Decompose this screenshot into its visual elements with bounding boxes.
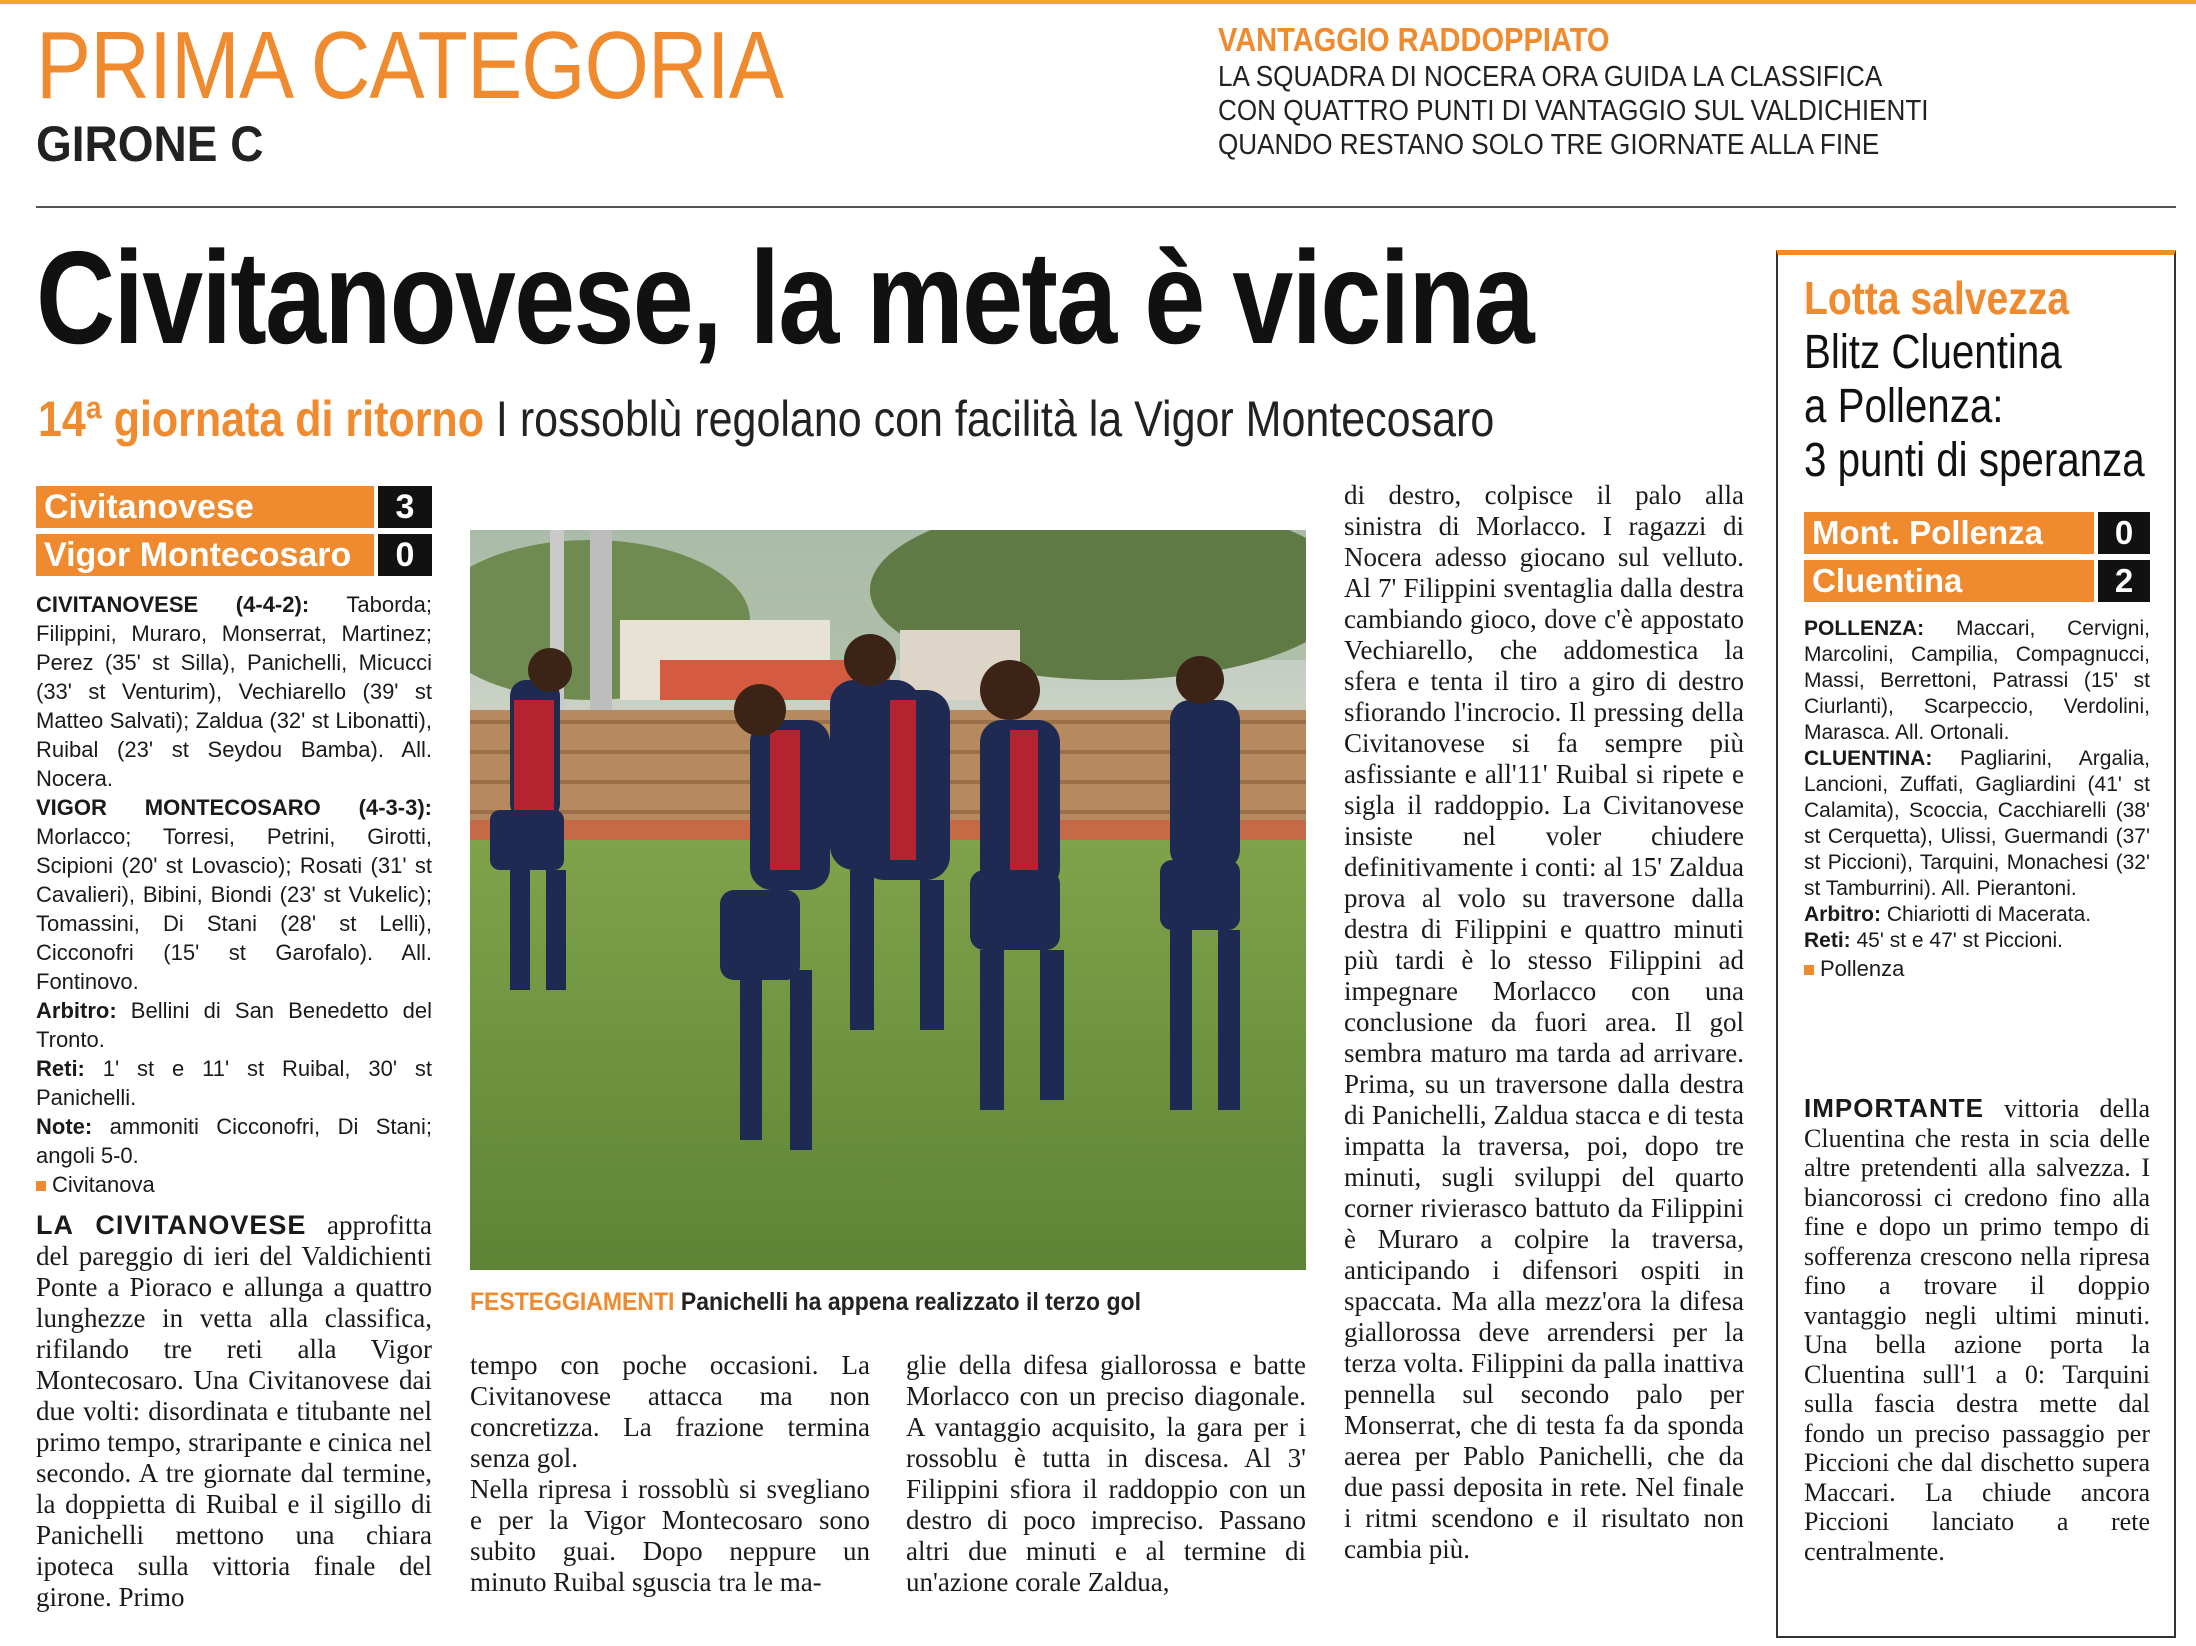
article-column-3: glie della difesa giallorossa e batte Morlacco con un preciso diagonale. A vantaggio acquisito, la gara per i rossoblu è tutta in discesa. Al 3' Filippini sfiora il raddoppio con un destro di poco impreciso. Passano altri due minuti e al termine di un'azione corale Zaldua,	[906, 1350, 1306, 1597]
lineup-label: VIGOR MONTECOSARO (4-3-3):	[36, 795, 432, 820]
team-name: Mont. Pollenza	[1804, 512, 2094, 554]
paragraph: Nella ripresa i rossoblù si svegliano e per la Vigor Montecosaro sono subito guai. Dopo neppure un minuto Ruibal sguscia tra le ma-	[470, 1474, 870, 1597]
match-details	[36, 590, 432, 1200]
subhead-text: I rossoblù regolano con facilità la Vigor Montecosaro	[495, 391, 1495, 447]
dateline-text: Civitanova	[52, 1172, 155, 1197]
lineup-away	[1804, 746, 2150, 902]
lineup-label: Reti:	[36, 1056, 85, 1081]
sidebar-kicker: Lotta salvezza	[1804, 272, 2070, 324]
lineup-label: Reti:	[1804, 929, 1851, 952]
article-column-1	[36, 1210, 432, 1613]
referee	[1804, 902, 2150, 928]
goals	[1804, 928, 2150, 954]
sidebar-title	[1804, 326, 2145, 488]
summary-line: QUANDO RESTANO SOLO TRE GIORNATE ALLA FINE	[1218, 129, 1880, 161]
section-subtitle: GIRONE C	[36, 116, 264, 172]
headline: Civitanovese, la meta è vicina	[36, 224, 1533, 371]
lineup-text: ammoniti Cicconofri, Di Stani; angoli 5-0.	[36, 1114, 432, 1168]
lineup-label: Note:	[36, 1114, 93, 1139]
lineup-text: Morlacco; Torresi, Petrini, Girotti, Scipioni (20' st Lovascio); Rosati (31' st Cavalieri), Bibini, Biondi (23' st Vukelic); Tomassini, Di Stani (28' st Lelli), Cicconofri (15' st Garofalo). All. Fontinovo.	[36, 824, 432, 994]
lineup-text: 1' st e 11' st Ruibal, 30' st Panichelli.	[36, 1056, 432, 1110]
team-name: Cluentina	[1804, 560, 2094, 602]
goals	[36, 1054, 432, 1112]
lineup-text: Maccari, Cervigni, Marcolini, Campilia, Compagnucci, Massi, Berrettoni, Patrassi (15' st Ciurlanti), Scarpeccio, Verdolini, Marasca. All. Ortonali.	[1804, 617, 2150, 744]
lead-in: LA CIVITANOVESE	[36, 1210, 307, 1240]
team-score: 2	[2098, 560, 2150, 602]
lineup-label: CIVITANOVESE (4-4-2):	[36, 592, 310, 617]
subheadline	[38, 390, 1494, 448]
lineup-label: CLUENTINA:	[1804, 747, 1933, 770]
lineup-text: Taborda; Filippini, Muraro, Monserrat, Martinez; Perez (35' st Silla), Panichelli, Micucci (33' st Venturim), Vechiarello (39' st Matteo Salvati); Zaldua (32' st Libonatti), Ruibal (23' st Seydou Bamba). All. Nocera.	[36, 592, 432, 791]
referee	[36, 996, 432, 1054]
players-celebrating-photo	[470, 530, 1306, 1270]
lineup-text: Pagliarini, Argalia, Lancioni, Zuffati, Gagliardini (41' st Calamita), Scoccia, Cacchiarelli (38' st Cerquetta), Ulissi, Guermandi (37' st Piccioni), Tarquini, Monachesi (32' st Tamburrini). All. Pierantoni.	[1804, 747, 2150, 900]
dateline-text: Pollenza	[1820, 956, 1905, 981]
score-row-away	[36, 534, 432, 576]
lineup-label: POLLENZA:	[1804, 617, 1925, 640]
lineup-label: Arbitro:	[1804, 903, 1881, 926]
sidebar-title-line: 3 punti di speranza	[1804, 434, 2145, 487]
sidebar-article	[1804, 1094, 2150, 1566]
caption-text: Panichelli ha appena realizzato il terzo gol	[680, 1288, 1141, 1316]
sidebar-title-line: Blitz Cluentina	[1804, 326, 2062, 379]
subhead-kicker: 14ª giornata di ritorno	[38, 391, 484, 447]
article-column-2	[470, 1350, 870, 1598]
lineup-away	[36, 793, 432, 996]
team-score: 3	[378, 486, 432, 528]
photo-caption	[470, 1286, 1239, 1318]
square-bullet-icon	[36, 1181, 46, 1191]
top-accent-line	[0, 0, 2196, 4]
sidebar-text: vittoria della Cluentina che resta in scia delle altre pretendenti alla salvezza. I biancorossi ci credono fino alla fine e dopo un primo tempo di sofferenza crescono nella ripresa fino a trovare il doppio vantaggio negli ultimi minuti. Una bella azione porta la Cluentina sull'1 a 0: Tarquini sulla fascia destra mette dal fondo un preciso passaggio per Piccioni che dal dischetto supera Maccari. La chiude ancora Piccioni lanciato a rete centralmente.	[1804, 1094, 2150, 1566]
summary-box	[1218, 20, 2098, 162]
article-column-4: di destro, colpisce il palo alla sinistra di Morlacco. I ragazzi di Nocera adesso giocano sul velluto. Al 7' Filippini sventaglia dalla destra cambiando gioco, dove c'è appostato Vechiarello, che addomestica la sfera e tenta il tiro a giro di destro sfiorando l'incrocio. Il pressing della Civitanovese si fa sempre più asfissiante e all'11' Ruibal si ripete e sigla il raddoppio. La Civitanovese insiste nel voler chiudere definitivamente i conti: al 15' Zaldua prova al volo su traversone dalla destra di Filippini e quattro minuti più tardi è lo stesso Filippini ad impegnare Morlacco con una conclusione da fuori area. Il gol sembra maturo ma tarda ad arrivare. Prima, su un traversone dalla destra di Panichelli, Zaldua stacca e di testa impatta la traversa, poi, dopo tre minuti, sugli sviluppi del quarto corner rivierasco battuto da Filippini è Muraro a colpire la traversa, anticipando i difensori ospiti in spaccata. Ma alla mezz'ora la difesa giallorossa deve arrendersi per la terza volta. Filippini da palla inattiva pennella sul secondo palo per Monserrat, che di testa fa da sponda aerea per Pablo Panichelli, che da due passi deposita in rete. Nel finale i ritmi scendono e il risultato non cambia più.	[1344, 480, 1744, 1564]
lineup-text: 45' st e 47' st Piccioni.	[1850, 929, 2063, 952]
lineup-home	[36, 590, 432, 793]
team-name: Vigor Montecosaro	[36, 534, 374, 576]
divider	[36, 206, 2176, 208]
team-score: 0	[378, 534, 432, 576]
article-photo	[470, 530, 1306, 1270]
sidebar-match-details	[1804, 616, 2150, 984]
team-score: 0	[2098, 512, 2150, 554]
lead-in: IMPORTANTE	[1804, 1093, 1984, 1123]
dateline	[1804, 954, 2150, 984]
score-row-home	[36, 486, 432, 528]
lineup-text: Chiariotti di Macerata.	[1881, 903, 2092, 926]
section-kicker: PRIMA CATEGORIA	[36, 12, 784, 119]
lineup-text: Bellini di San Benedetto del Tronto.	[36, 998, 432, 1052]
caption-kicker: FESTEGGIAMENTI	[470, 1288, 675, 1316]
lineup-home	[1804, 616, 2150, 746]
column-text: approfitta del pareggio di ieri del Valdichienti Ponte a Pioraco e allunga a quattro lunghezze in vetta alla classifica, rifilando tre reti alla Vigor Montecosaro. Una Civitanovese dai due volti: disordinata e titubante nel primo tempo, straripante e cinica nel secondo. A tre giornate dal termine, la doppietta di Ruibal e il sigillo di Panichelli mettono una chiara ipoteca sulla vittoria finale del girone. Primo	[36, 1210, 432, 1612]
sidebar-score-home	[1804, 512, 2150, 554]
dateline	[36, 1170, 432, 1200]
summary-line: LA SQUADRA DI NOCERA ORA GUIDA LA CLASSIFICA	[1218, 61, 1883, 93]
square-bullet-icon	[1804, 965, 1814, 975]
lineup-label: Arbitro:	[36, 998, 117, 1023]
notes	[36, 1112, 432, 1170]
summary-line: CON QUATTRO PUNTI DI VANTAGGIO SUL VALDICHIENTI	[1218, 95, 1929, 127]
summary-title: VANTAGGIO RADDOPPIATO	[1218, 21, 1610, 58]
sidebar-title-line: a Pollenza:	[1804, 380, 2004, 433]
team-name: Civitanovese	[36, 486, 374, 528]
paragraph: tempo con poche occasioni. La Civitanovese attacca ma non concretizza. La frazione termina senza gol.	[470, 1350, 870, 1473]
sidebar-score-away	[1804, 560, 2150, 602]
